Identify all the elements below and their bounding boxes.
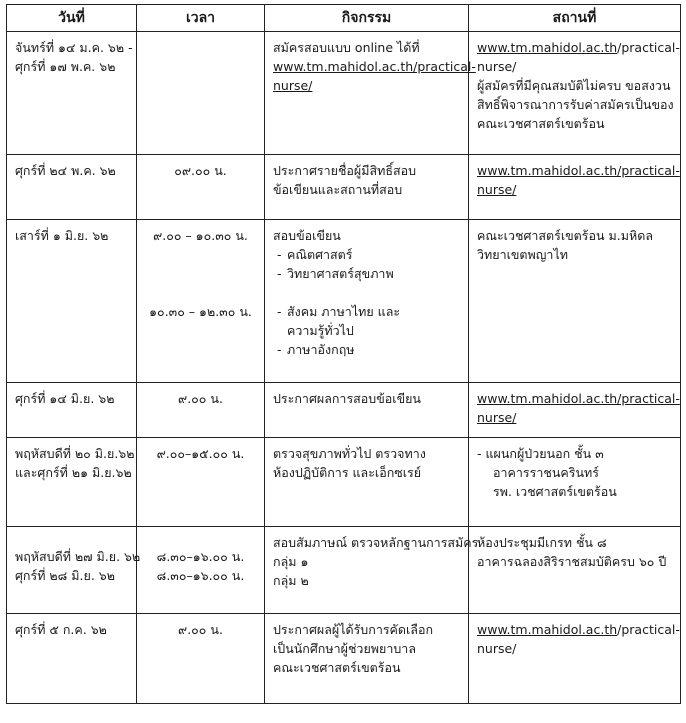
- activity-cell: [265, 32, 476, 155]
- date-line: ศุกร์ที่ ๒๘ มิ.ย. ๖๒: [15, 568, 115, 583]
- table-row: [7, 220, 681, 383]
- date-cell: [7, 614, 137, 704]
- activity-line: สมัครสอบแบบ online ได้ที่: [273, 40, 420, 55]
- place-line: คณะเวชศาสตร์เขตร้อน ม.มหิดล: [477, 228, 654, 243]
- place-cell: [469, 438, 681, 527]
- activity-cell: [265, 155, 469, 220]
- place-line: คณะเวชศาสตร์เขตร้อน: [477, 116, 605, 131]
- activity-line: ห้องปฏิบัติการ และเอ็กซเรย์: [273, 465, 422, 480]
- date-line: พฤหัสบดีที่ ๒๐ มิ.ย.๖๒: [15, 446, 135, 461]
- time-cell: [137, 220, 265, 383]
- place-line: อาคารราชนครินทร์: [493, 465, 599, 480]
- header-time: เวลา: [137, 5, 265, 32]
- place-line: วิทยาเขตพญาไท: [477, 247, 568, 262]
- registration-link-cont[interactable]: nurse/: [273, 78, 313, 93]
- activity-cell: [265, 220, 469, 383]
- date-cell: [7, 155, 137, 220]
- place-cell: [469, 32, 681, 155]
- header-place: สถานที่: [469, 5, 681, 32]
- table-row: [7, 438, 681, 527]
- website-link-path: /practical-: [617, 622, 680, 637]
- place-cell: [469, 614, 681, 704]
- table-row: [7, 614, 681, 704]
- place-cell: [469, 155, 681, 220]
- schedule-table: [6, 4, 681, 704]
- activity-line: สอบสัมภาษณ์ ตรวจหลักฐานการสมัคร: [273, 535, 479, 550]
- activity-cell: [265, 383, 469, 438]
- time-line: ๘.๓๐–๑๖.๐๐ น.: [156, 549, 245, 564]
- activity-line: ประกาศผลผู้ได้รับการคัดเลือก: [273, 622, 434, 637]
- table-row: [7, 383, 681, 438]
- website-link[interactable]: www.tm.mahidol.ac.th/practical-: [477, 391, 680, 406]
- table-row: [7, 527, 681, 614]
- date-cell: [7, 527, 141, 614]
- table-row: [7, 155, 681, 220]
- table-row: [7, 32, 681, 155]
- header-row: [7, 5, 681, 32]
- date-cell: [7, 438, 137, 527]
- time-cell: [137, 32, 265, 155]
- date-line: เสาร์ที่ ๑ มิ.ย. ๖๒: [15, 228, 109, 243]
- place-line: สิทธิ์พิจารณาการรับค่าสมัครเป็นของ: [477, 97, 674, 112]
- date-line: ศุกร์ที่ ๑๗ พ.ค. ๖๒: [15, 59, 116, 74]
- date-line: พฤหัสบดีที่ ๒๗ มิ.ย. ๖๒: [15, 549, 141, 564]
- place-line: - แผนกผู้ป่วยนอก ชั้น ๓: [477, 446, 604, 461]
- activity-cell: [265, 527, 479, 614]
- date-line: ศุกร์ที่ ๒๔ พ.ค. ๖๒: [15, 163, 116, 178]
- date-line: จันทร์ที่ ๑๔ ม.ค. ๖๒ -: [15, 40, 133, 55]
- activity-line: ประกาศรายชื่อผู้มีสิทธิ์สอบ: [273, 163, 417, 178]
- date-line: และศุกร์ที่ ๒๑ มิ.ย.๖๒: [15, 465, 132, 480]
- activity-line: เป็นนักศึกษาผู้ช่วยพยาบาล: [273, 641, 416, 656]
- place-cell: [469, 527, 681, 614]
- place-cell: [469, 220, 681, 383]
- time-line: ๙.๐๐ – ๑๐.๓๐ น.: [153, 228, 248, 243]
- list-item: - ภาษาอังกฤษ: [277, 342, 355, 357]
- time-line: ๘.๓๐–๑๖.๐๐ น.: [156, 568, 245, 583]
- website-link-cont: nurse/: [477, 641, 517, 656]
- activity-line: กลุ่ม ๒: [273, 573, 309, 588]
- time-cell: [137, 155, 265, 220]
- website-link-cont[interactable]: nurse/: [477, 410, 517, 425]
- place-line: รพ. เวชศาสตร์เขตร้อน: [493, 484, 617, 499]
- time-line: ๐๙.๐๐ น.: [174, 163, 227, 178]
- registration-link[interactable]: www.tm.mahidol.ac.th/practical-: [273, 59, 476, 74]
- activity-line: ประกาศผลการสอบข้อเขียน: [273, 391, 421, 406]
- website-link-cont[interactable]: nurse/: [477, 182, 517, 197]
- place-line: ห้องประชุมมีเกรท ชั้น ๘: [477, 535, 607, 550]
- list-item: - คณิตศาสตร์: [277, 247, 353, 262]
- time-cell: [137, 527, 265, 614]
- list-item: - สังคม ภาษาไทย และ ความรู้ทั่วไป: [277, 304, 401, 338]
- date-cell: [7, 220, 137, 383]
- time-line: ๑๐.๓๐ – ๑๒.๓๐ น.: [149, 304, 252, 319]
- header-date: วันที่: [7, 5, 137, 32]
- website-link-path: /practical-: [617, 40, 680, 55]
- header-activity: กิจกรรม: [265, 5, 469, 32]
- website-link[interactable]: www.tm.mahidol.ac.th: [477, 40, 618, 55]
- time-line: ๙.๐๐ น.: [178, 391, 223, 406]
- date-cell: [7, 383, 137, 438]
- date-line: ศุกร์ที่ ๕ ก.ค. ๖๒: [15, 622, 107, 637]
- activity-title: สอบข้อเขียน: [273, 228, 341, 243]
- website-link[interactable]: www.tm.mahidol.ac.th/practical-: [477, 163, 680, 178]
- date-line: ศุกร์ที่ ๑๔ มิ.ย. ๖๒: [15, 391, 115, 406]
- activity-line: คณะเวชศาสตร์เขตร้อน: [273, 660, 401, 675]
- time-cell: [137, 383, 265, 438]
- website-link-cont: nurse/: [477, 59, 517, 74]
- time-line: ๙.๐๐–๑๕.๐๐ น.: [156, 446, 245, 461]
- activity-line: ตรวจสุขภาพทั่วไป ตรวจทาง: [273, 446, 426, 461]
- place-line: อาคารฉลองสิริราชสมบัติครบ ๖๐ ปี: [477, 554, 667, 569]
- website-link[interactable]: www.tm.mahidol.ac.th: [477, 622, 618, 637]
- list-item: - วิทยาศาสตร์สุขภาพ: [277, 266, 394, 281]
- time-line: ๙.๐๐ น.: [178, 622, 223, 637]
- place-cell: [469, 383, 681, 438]
- time-cell: [137, 614, 265, 704]
- activity-cell: [265, 614, 469, 704]
- date-cell: [7, 32, 137, 155]
- activity-line: กลุ่ม ๑: [273, 554, 309, 569]
- activity-line: ข้อเขียนและสถานที่สอบ: [273, 182, 403, 197]
- activity-cell: [265, 438, 469, 527]
- place-line: ผู้สมัครที่มีคุณสมบัติไม่ครบ ขอสงวน: [477, 78, 671, 93]
- time-cell: [137, 438, 265, 527]
